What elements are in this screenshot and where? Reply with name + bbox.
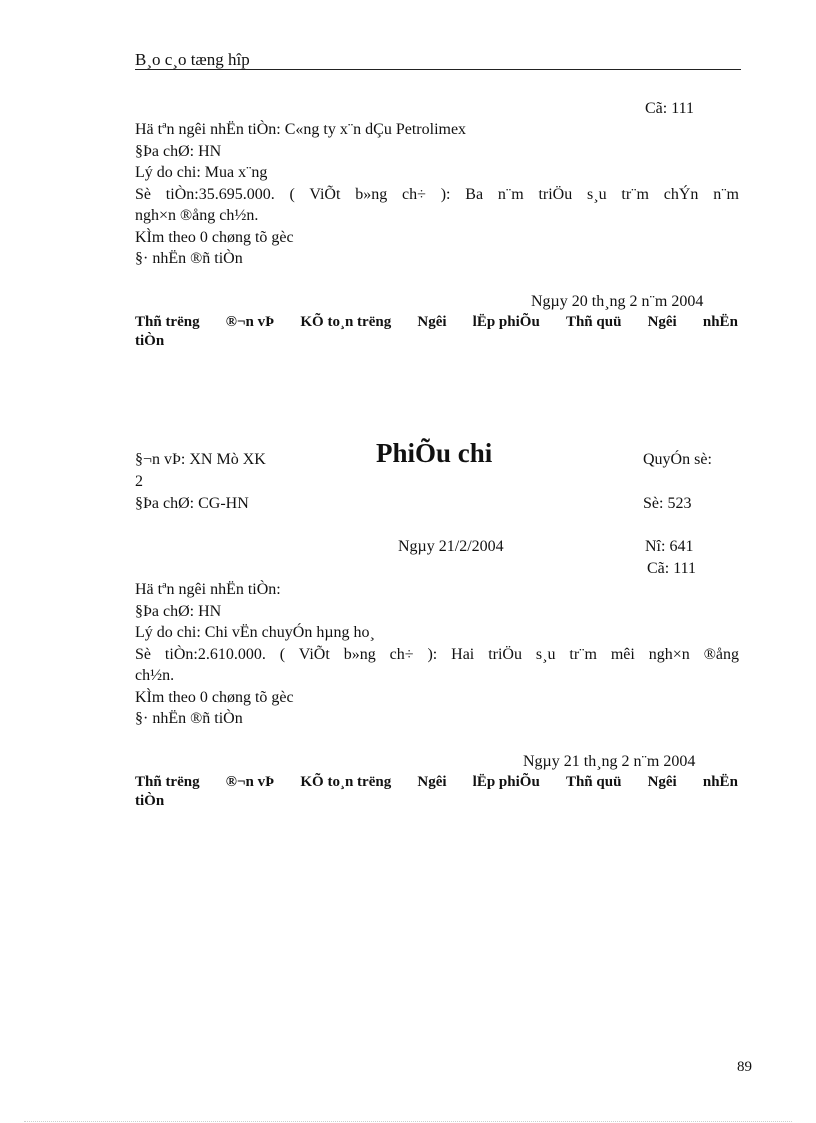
- recipient-address: §Þa chØ: HN: [135, 143, 222, 160]
- sig-recipient-b: nhËn: [702, 314, 738, 330]
- header-rule: [135, 69, 741, 70]
- sig-unit: ®¬n vÞ: [225, 774, 275, 790]
- voucher-amount-line-2: ch½n.: [135, 667, 175, 684]
- sig-preparer-b: lËp phiÕu: [472, 774, 540, 790]
- voucher-sign-date: Ngµy 21 th¸ng 2 n¨m 2004: [523, 753, 696, 770]
- sig-cashier: Thñ quü: [565, 314, 622, 330]
- sig-chief-accountant: KÕ to¸n trëng: [300, 314, 392, 330]
- received-full: §· nhËn ®ñ tiÒn: [135, 250, 243, 267]
- sig-head: Thñ trëng: [135, 314, 200, 330]
- voucher-recipient-name: Hä tªn ngêi nhËn tiÒn:: [135, 581, 281, 598]
- voucher-reason: Lý do chi: Chi vËn chuyÓn hµng ho¸: [135, 624, 375, 641]
- voucher-unit: §¬n vÞ: XN Mò XK: [135, 451, 266, 468]
- sig-preparer-a: Ngêi: [417, 314, 447, 330]
- voucher-debit-account: Nî: 641: [645, 538, 694, 555]
- signature-row-tail: tiÒn: [135, 333, 165, 349]
- voucher-received-full: §· nhËn ®ñ tiÒn: [135, 710, 243, 727]
- sig-head: Thñ trëng: [135, 774, 200, 790]
- voucher-amount-line-1: Sè tiÒn:2.610.000. ( ViÕt b»ng ch÷ ): Hai triÖu s¸u tr¨m mêi ngh×n ®ång: [135, 646, 739, 663]
- page-bottom-border: [24, 1121, 792, 1122]
- voucher-address-top: §Þa chØ: CG-HN: [135, 495, 249, 512]
- sig-chief-accountant: KÕ to¸n trëng: [300, 774, 392, 790]
- voucher-signature-row-tail: tiÒn: [135, 793, 165, 809]
- recipient-name-line: Hä tªn ngêi nhËn tiÒn: C«ng ty x¨n dÇu Petrolimex: [135, 121, 467, 138]
- payment-reason: Lý do chi: Mua x¨ng: [135, 164, 268, 181]
- voucher-signature-row: [135, 772, 738, 792]
- receipt-date: Ngµy 20 th¸ng 2 n¨m 2004: [531, 293, 704, 310]
- voucher-date: Ngµy 21/2/2004: [398, 538, 504, 555]
- signature-row: [135, 312, 738, 332]
- voucher-book-value: 2: [135, 473, 143, 490]
- voucher-attachments: KÌm theo 0 chøng tõ gèc: [135, 689, 294, 706]
- voucher-recipient-address: §Þa chØ: HN: [135, 603, 222, 620]
- sig-recipient-b: nhËn: [702, 774, 738, 790]
- sig-preparer-a: Ngêi: [417, 774, 447, 790]
- voucher-credit-account: Cã: 111: [647, 560, 697, 577]
- sig-recipient-a: Ngêi: [647, 314, 677, 330]
- sig-unit: ®¬n vÞ: [225, 314, 275, 330]
- voucher-title: PhiÕu chi: [376, 438, 493, 468]
- voucher-number: Sè: 523: [643, 495, 692, 512]
- sig-cashier: Thñ quü: [565, 774, 622, 790]
- amount-line-2: ngh×n ®ång ch½n.: [135, 207, 259, 224]
- sig-preparer-b: lËp phiÕu: [472, 314, 540, 330]
- page-number: 89: [737, 1059, 752, 1075]
- voucher-book-label: QuyÓn sè:: [643, 451, 712, 468]
- attachments: KÌm theo 0 chøng tõ gèc: [135, 229, 294, 246]
- report-header-title: B¸o c¸o tæng hîp: [135, 50, 250, 69]
- amount-line-1: Sè tiÒn:35.695.000. ( ViÕt b»ng ch÷ ): Ba n¨m triÖu s¸u tr¨m chÝn n¨m: [135, 186, 739, 203]
- credit-account: Cã: 111: [645, 100, 695, 117]
- sig-recipient-a: Ngêi: [647, 774, 677, 790]
